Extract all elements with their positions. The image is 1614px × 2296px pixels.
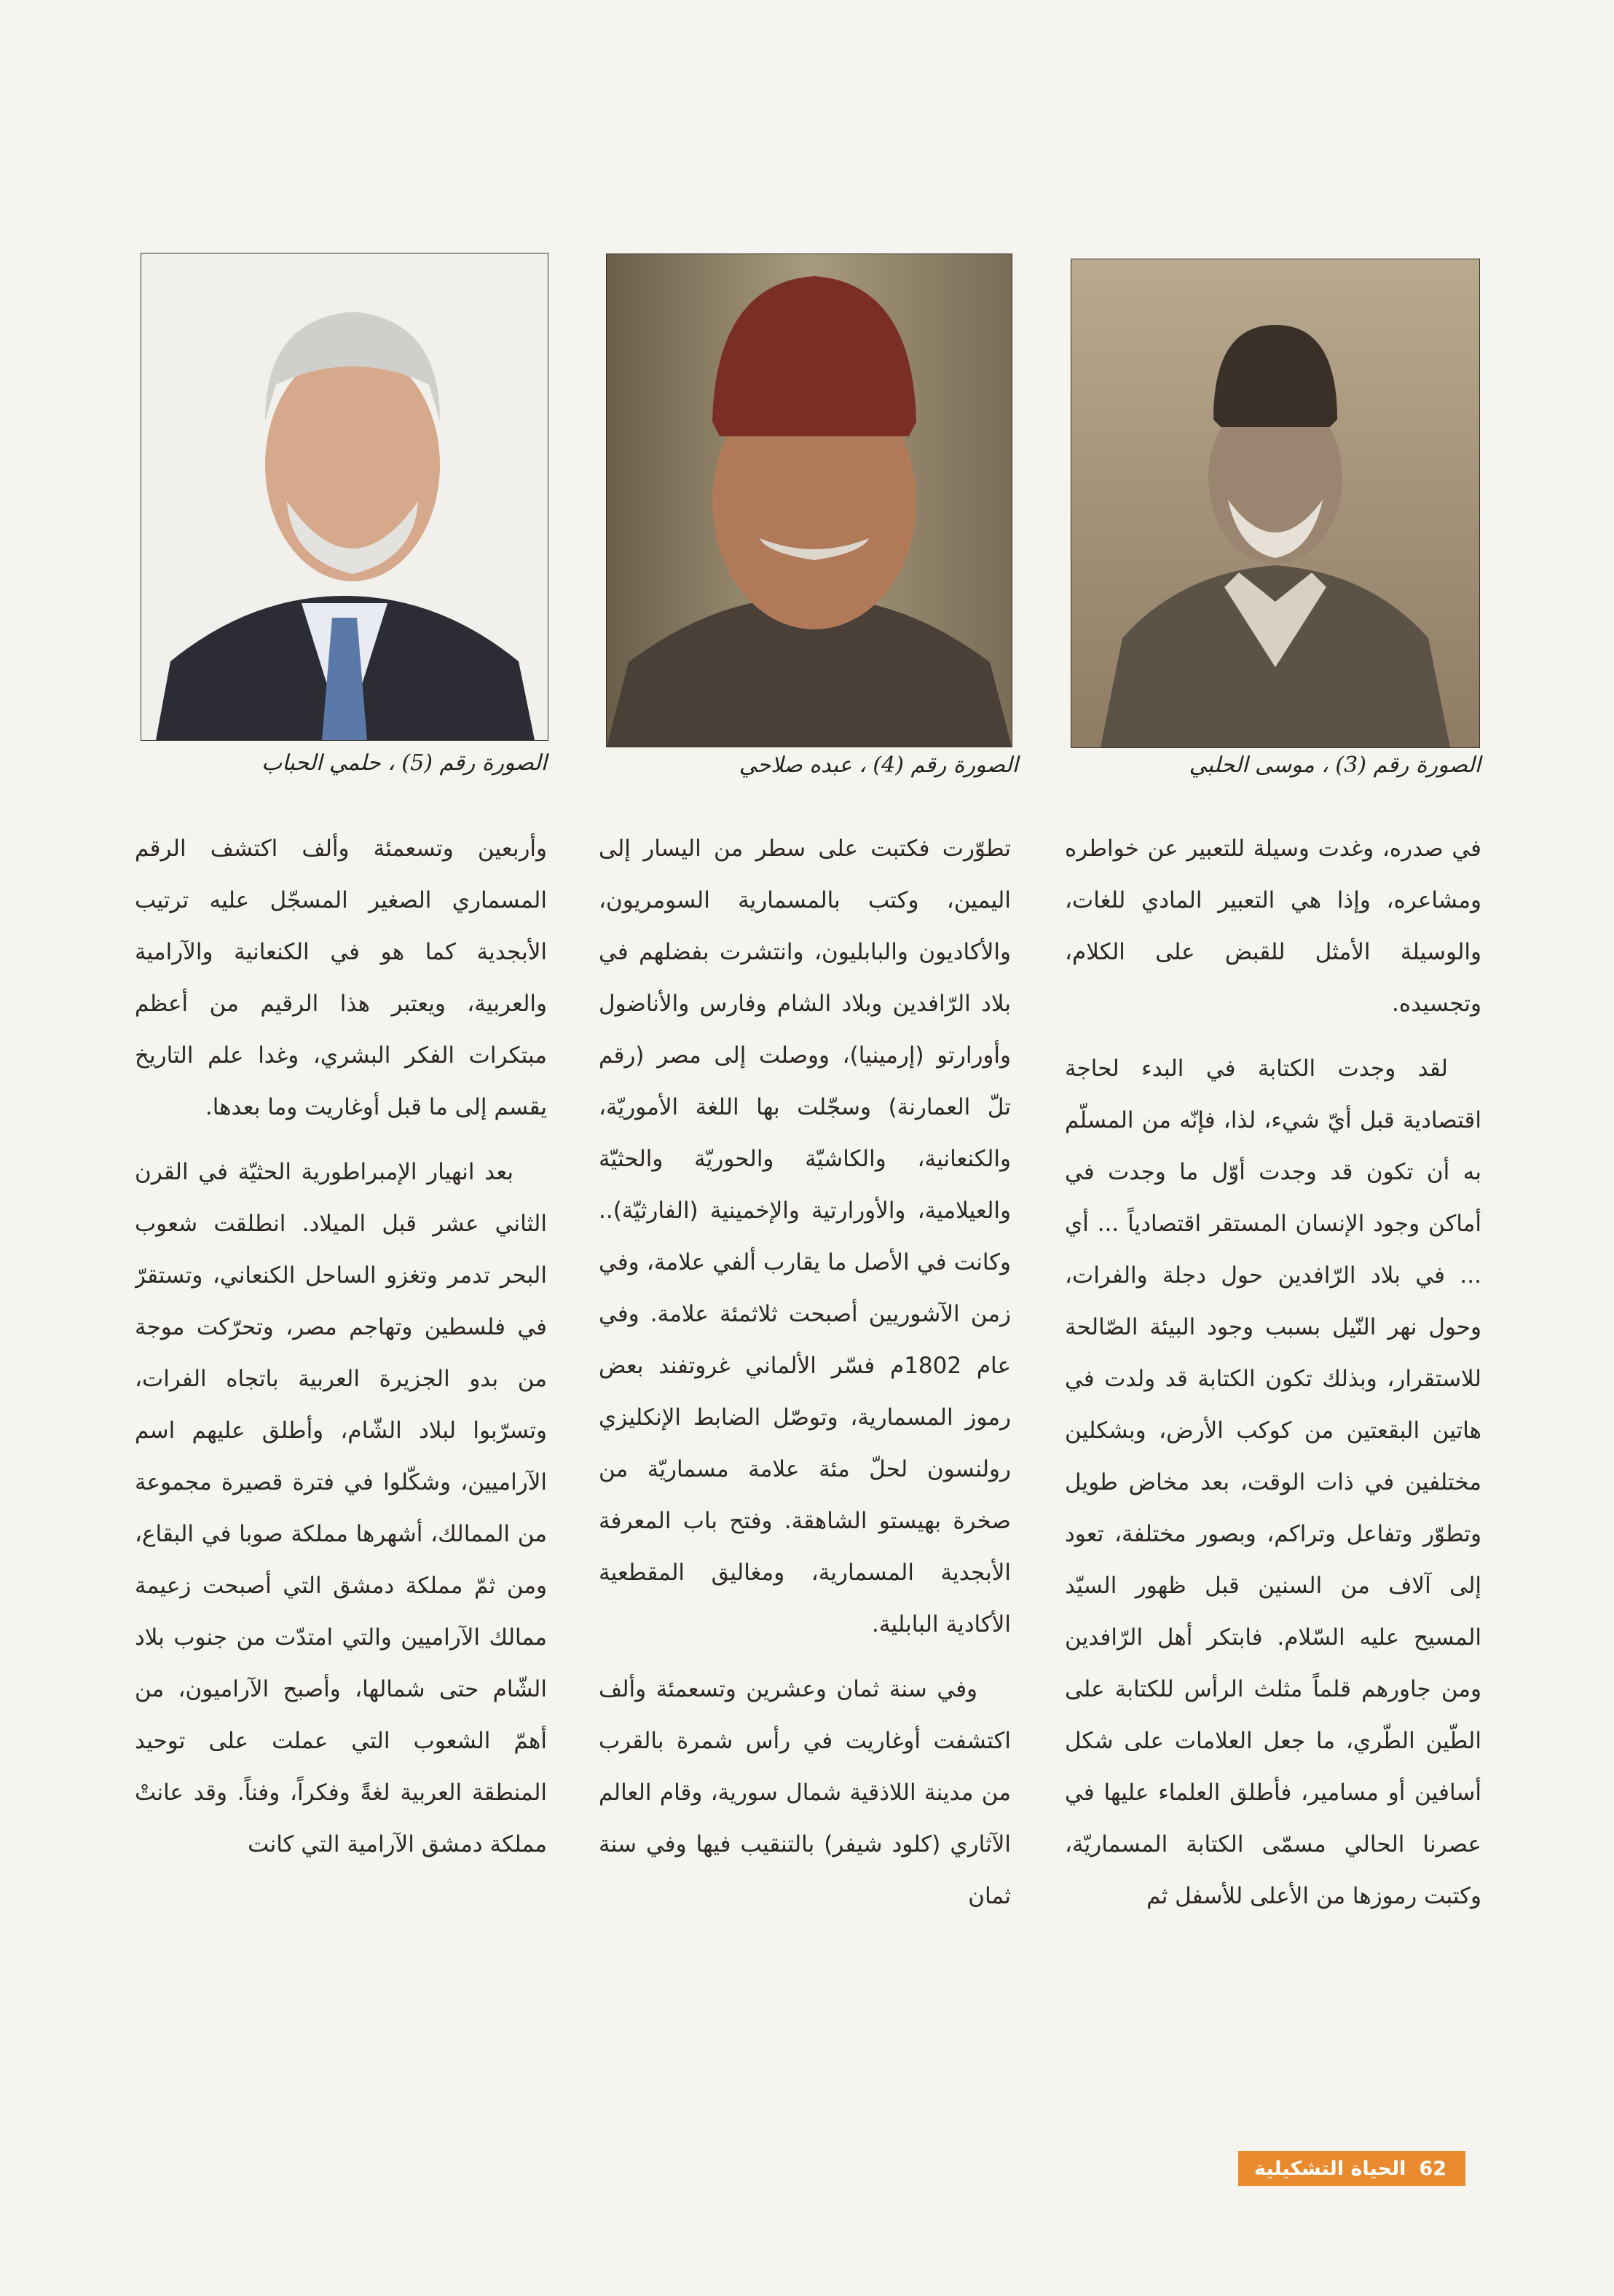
paragraph: وفي سنة ثمان وعشرين وتسعمئة وألف اكتشفت أوغاريت في رأس شمرة بالقرب من مدينة اللاذقية شمال سورية، وقام العالم الآثاري (كلود شيفر) بالتنقيب فيها وفي سنة ثمان	[599, 1676, 1011, 1909]
paragraph: وأربعين وتسعمئة وألف اكتشف الرقم المسماري الصغير المسجّل عليه ترتيب الأبجدية كما هو في الكنعانية والآرامية والعربية، ويعتبر هذا الرقيم من أعظم مبتكرات الفكر البشري، وغدا علم التاريخ يقسم إلى ما قبل أوغاريت وما بعدها.	[135, 836, 547, 1120]
paragraph: تطوّرت فكتبت على سطر من اليسار إلى اليمين، وكتب بالمسمارية السومريون، والأكاديون والبابليون، وانتشرت بفضلهم في بلاد الرّافدين وبلاد الشام وفارس والأناضول وأورارتو (إرمينيا)، ووصلت إلى مصر (رقم تلّ العمارنة) وسجّلت بها اللغة الأموريّة، والكنعانية، والكاشيّة والحوريّة والحثيّة والعيلامية، والأورارتية والإخمينية (الفارثيّة).. وكانت في الأصل ما يقارب ألفي علامة، وفي زمن الآشوريين أصبحت ثلاثمئة علامة. وفي عام 1802م فسّر الألماني غروتفند بعض رموز المسمارية، وتوصّل الضابط الإنكليزي رولنسون لحلّ مئة علامة مسماريّة من صخرة بهيستو الشاهقة. وفتح باب المعرفة الأبجدية المسمارية، ومغاليق المقطعية الأكادية البابلية.	[599, 836, 1011, 1638]
photo-abdo-salahi	[606, 253, 1012, 747]
page-number: 62	[1419, 2157, 1446, 2180]
paragraph: لقد وجدت الكتابة في البدء لحاجة اقتصادية قبل أيّ شيء، لذا، فإنّه من المسلّم به أن تكون قد وجدت أوّل ما وجدت في أماكن وجود الإنسان المستقر اقتصادياً ... أي ... في بلاد الرّافدين حول دجلة والفرات، وحول نهر النّيل بسبب وجود البيئة الصّالحة للاستقرار، وبذلك تكون الكتابة قد ولدت في هاتين البقعتين من كوكب الأرض، وبشكلين مختلفين في ذات الوقت، بعد مخاض طويل وتطوّر وتفاعل وتراكم، وبصور مختلفة، تعود إلى آلاف من السنين قبل ظهور السيّد المسيح عليه السّلام. فابتكر أهل الرّافدين ومن جاورهم قلماً مثلث الرأس للكتابة على الطّين الطّري، ما جعل العلامات على شكل أسافين أو مسامير، فأطلق العلماء عليها في عصرنا الحالي مسمّى الكتابة المسماريّة، وكتبت رموزها من الأعلى للأسفل ثم	[1065, 1055, 1481, 1909]
page-footer	[1238, 2151, 1465, 2186]
magazine-name: الحياة التشكيلية	[1254, 2157, 1406, 2180]
portrait-color-image	[607, 254, 1012, 747]
article-column-middle	[599, 823, 1011, 1996]
portrait-color-image	[141, 253, 548, 740]
article-column-left	[135, 823, 547, 1996]
paragraph: بعد انهيار الإمبراطورية الحثيّة في القرن الثاني عشر قبل الميلاد. انطلقت شعوب البحر تدمر وتغزو الساحل الكنعاني، وتستقرّ في فلسطين وتهاجم مصر، وتحرّكت موجة من بدو الجزيرة العربية باتجاه الفرات، وتسرّبوا لبلاد الشّام، وأطلق عليهم اسم الآراميين، وشكّلوا في فترة قصيرة مجموعة من الممالك، أشهرها مملكة صوبا في البقاع، ومن ثمّ مملكة دمشق التي أصبحت زعيمة ممالك الآراميين والتي امتدّت من جنوب بلاد الشّام حتى شمالها، وأصبح الآراميون، من أهمّ الشعوب التي عملت على توحيد المنطقة العربية لغةً وفكراً، وفناً. وقد عانتْ مملكة دمشق الآرامية التي كانت	[135, 1159, 547, 1857]
photo-5-caption: الصورة رقم (5) ، حلمي الحباب	[261, 750, 547, 776]
photo-helmi-alhabbab	[141, 253, 548, 741]
photo-4-caption: الصورة رقم (4) ، عبده صلاحي	[739, 752, 1018, 778]
paragraph: في صدره، وغدت وسيلة للتعبير عن خواطره ومشاعره، وإذا هي التعبير المادي للغات، والوسيلة الأمثل للقبض على الكلام، وتجسيده.	[1065, 836, 1481, 1017]
photo-3-caption: الصورة رقم (3) ، موسى الحلبي	[1189, 752, 1481, 778]
portrait-sepia-image	[1071, 259, 1479, 747]
article-column-right	[1065, 823, 1481, 1996]
photo-musa-alhalabi	[1071, 259, 1480, 748]
